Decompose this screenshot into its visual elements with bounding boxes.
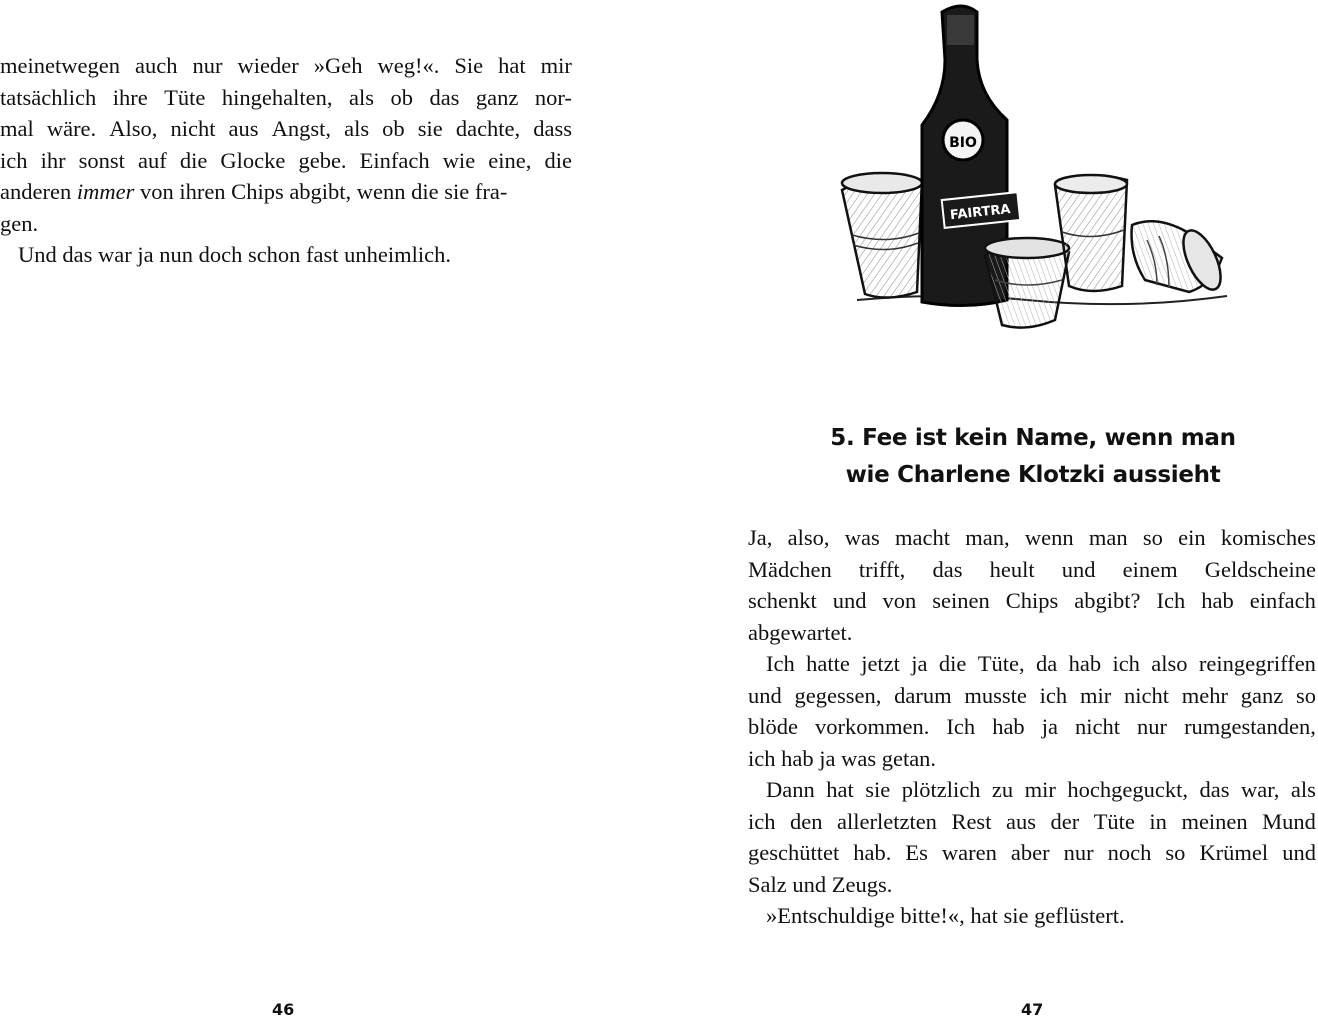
text-line: abgewartet. — [748, 619, 853, 645]
word: also — [1151, 651, 1188, 676]
word: rumgestanden, — [1184, 714, 1316, 739]
word: in — [1149, 808, 1167, 834]
word: dachte, — [455, 116, 521, 141]
word: Es — [905, 840, 928, 865]
word: darum — [894, 682, 952, 708]
text-line — [748, 774, 1316, 806]
word: ihre — [112, 84, 148, 110]
word: eine, — [488, 147, 532, 173]
word: sie — [417, 116, 443, 141]
word: und — [1061, 556, 1096, 582]
bottle-label-fairtrade: FAIRTRA — [949, 201, 1012, 224]
text-line — [748, 680, 1316, 712]
word: vorkommen. — [815, 714, 930, 739]
word: man — [1088, 525, 1128, 550]
word: hat — [498, 53, 526, 78]
word: wie — [442, 147, 476, 173]
word: Dann — [766, 777, 815, 802]
word: so — [1165, 840, 1186, 865]
page-number: 47 — [1021, 1000, 1044, 1019]
word: Krümel — [1199, 840, 1269, 865]
word: Angst, — [271, 116, 332, 141]
word: Ja, — [748, 525, 773, 550]
text-line: ich hab ja was getan. — [748, 745, 937, 771]
word: mir — [1079, 682, 1112, 708]
word: nicht — [1075, 714, 1120, 739]
word: plötzlich — [901, 777, 981, 802]
word: seinen — [932, 588, 990, 613]
word: nur — [192, 53, 223, 78]
word: Ich — [946, 714, 976, 739]
word: die — [544, 147, 572, 173]
word: aus — [1005, 808, 1036, 834]
word: Sie — [454, 53, 484, 78]
front-cup — [985, 238, 1069, 328]
word: sie — [865, 777, 891, 802]
word: hab — [992, 714, 1025, 739]
word: meinen — [1181, 808, 1248, 834]
word: auch — [134, 53, 178, 78]
word: von — [882, 588, 917, 613]
word: weg!«. — [377, 53, 440, 78]
word: Also, — [109, 116, 158, 141]
word: hat — [826, 777, 854, 802]
word: der — [1050, 808, 1080, 834]
word: ja — [911, 651, 928, 676]
chapter-title-line: 5. Fee ist kein Name, wenn man — [830, 425, 1236, 451]
text-line — [748, 648, 1316, 680]
word: gegessen, — [794, 682, 882, 708]
word: tatsächlich — [0, 84, 97, 110]
word: ein — [1178, 525, 1206, 550]
word: hab — [1068, 651, 1102, 676]
word: wäre. — [46, 116, 97, 141]
word: Ich — [766, 651, 795, 676]
word: ganz — [475, 84, 519, 110]
word: dass — [533, 116, 572, 141]
word: Tüte — [1093, 808, 1135, 834]
right-page — [659, 0, 1318, 1021]
right-page-text — [748, 522, 1316, 932]
word: man, — [965, 525, 1010, 550]
word: hingehalten, — [221, 84, 333, 110]
word: ihr — [40, 147, 66, 173]
word: nur — [1137, 714, 1168, 739]
text-line: Und das war ja nun doch schon fast unheimlich. — [18, 242, 452, 267]
word: noch — [1107, 840, 1152, 865]
word: ich — [0, 147, 28, 173]
word: Einfach — [359, 147, 430, 173]
word: hochgeguckt, — [1067, 777, 1188, 802]
word: hatte — [806, 651, 850, 676]
word: einem — [1122, 556, 1178, 582]
word: waren — [941, 840, 997, 865]
text-line — [748, 585, 1316, 617]
word: auf — [138, 147, 167, 173]
bottle-label-bio: BIO — [949, 135, 977, 151]
word: da — [1035, 651, 1058, 676]
text-line — [748, 522, 1316, 554]
word: den — [790, 808, 823, 834]
word: Chips — [1005, 588, 1059, 613]
word: jetzt — [861, 651, 900, 676]
word: nicht — [170, 116, 216, 141]
text-line — [748, 554, 1316, 586]
emphasis-text: immer — [76, 179, 135, 204]
text-line — [0, 113, 572, 145]
word: mehr — [1181, 682, 1228, 708]
word: macht — [895, 525, 950, 550]
word: ich — [1112, 651, 1140, 676]
word: die — [938, 651, 967, 676]
word: und — [832, 588, 867, 613]
tipped-cup — [1132, 221, 1229, 295]
word: komisches — [1220, 525, 1316, 550]
text-line — [0, 145, 572, 177]
word: wieder — [237, 53, 299, 78]
word: das — [1199, 777, 1230, 802]
word: ganz — [1240, 682, 1284, 708]
word: so — [1142, 525, 1163, 550]
word: und — [748, 682, 782, 708]
word: Glocke — [220, 147, 286, 173]
word: trifft, — [858, 556, 906, 582]
left-page-text — [0, 50, 572, 271]
word: als — [344, 116, 370, 141]
left-cup — [842, 173, 922, 298]
word: nicht — [1123, 682, 1169, 708]
text-line — [748, 711, 1316, 743]
word: sonst — [78, 147, 125, 173]
word: mal — [0, 116, 34, 141]
word: Tüte — [164, 84, 206, 110]
chapter-title-line: wie Charlene Klotzki aussieht — [845, 462, 1221, 488]
word: Ich — [1156, 588, 1186, 613]
text-line — [748, 837, 1316, 869]
text-line: Salz und Zeugs. — [748, 871, 893, 897]
word: und — [1282, 840, 1316, 865]
text-line — [0, 82, 572, 114]
word: blöde — [748, 714, 798, 739]
word: ob — [390, 84, 413, 110]
word: hab. — [853, 840, 892, 865]
word: einfach — [1249, 588, 1316, 613]
word: die — [179, 147, 208, 173]
word: musste — [964, 682, 1027, 708]
word: also, — [787, 525, 830, 550]
word: allerletzten — [837, 808, 937, 834]
text-line: anderen immer von ihren Chips abgibt, wenn die sie fra- — [0, 179, 508, 204]
word: Rest — [951, 808, 992, 834]
word: das — [429, 84, 460, 110]
text-line — [0, 50, 572, 82]
word: nur — [1063, 840, 1094, 865]
word: heult — [989, 556, 1035, 582]
word: ja — [1041, 714, 1058, 739]
word: ob — [382, 116, 405, 141]
word: mir — [540, 53, 572, 78]
word: zu — [991, 777, 1014, 802]
word: gebe. — [298, 147, 347, 173]
word: was — [844, 525, 880, 550]
word: Mund — [1262, 808, 1316, 834]
word: als — [348, 84, 374, 110]
word: schenkt — [748, 588, 817, 613]
text-line: gen. — [0, 210, 39, 236]
text-line — [748, 806, 1316, 838]
word: »Geh — [313, 53, 363, 78]
word: aus — [228, 116, 259, 141]
word: Geldscheine — [1204, 556, 1316, 582]
word: so — [1295, 682, 1316, 708]
word: wenn — [1024, 525, 1074, 550]
word: nor- — [534, 84, 572, 110]
word: ich — [748, 808, 776, 834]
word: abgibt? — [1074, 588, 1141, 613]
word: hab — [1201, 588, 1234, 613]
word: war, — [1240, 777, 1280, 802]
word: aber — [1010, 840, 1050, 865]
word: mir — [1024, 777, 1056, 802]
chapter-heading — [759, 420, 1307, 494]
word: ich — [1039, 682, 1068, 708]
text-line: »Entschuldige bitte!«, hat sie geflüstert. — [766, 903, 1125, 928]
word: meinetwegen — [0, 53, 120, 78]
page-number: 46 — [272, 1000, 295, 1019]
word: reingegriffen — [1198, 651, 1316, 676]
word: als — [1290, 777, 1316, 802]
bottle-and-cups-illustration — [827, 0, 1247, 335]
word: das — [932, 556, 963, 582]
word: Mädchen — [748, 556, 832, 582]
word: geschüttet — [748, 840, 840, 865]
word: Tüte, — [977, 651, 1025, 676]
